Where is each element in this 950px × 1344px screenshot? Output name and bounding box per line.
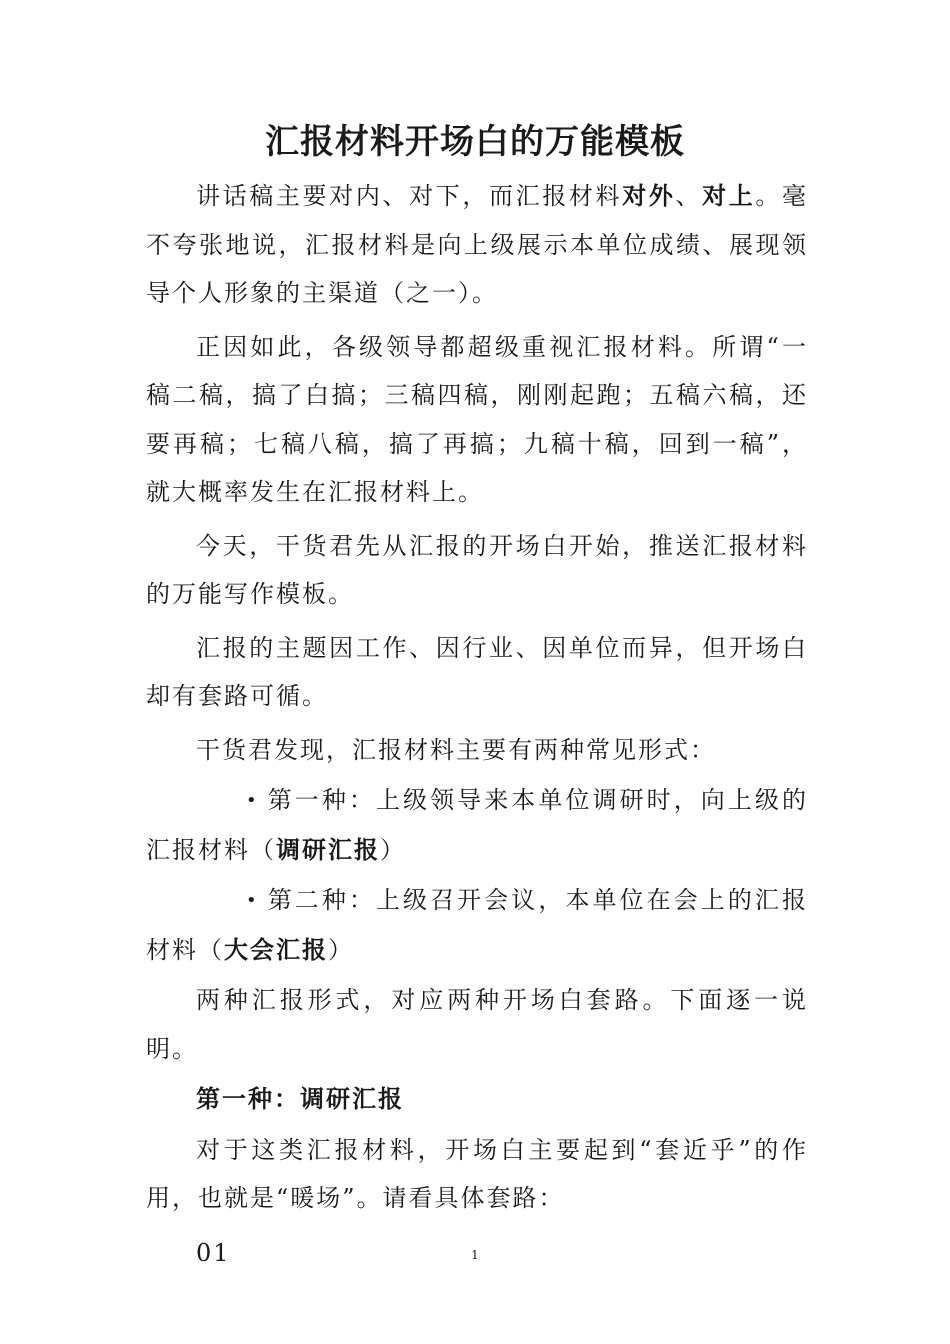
- paragraph-today: 今天，干货君先从汇报的开场白开始，推送汇报材料的万能写作模板。: [146, 531, 808, 608]
- text: 第二种：上级召开会议，本单位在会上的汇报材料（: [146, 886, 808, 964]
- page-number: 1: [471, 1248, 479, 1262]
- text: ）: [380, 835, 406, 864]
- bullet-icon: •: [246, 790, 257, 811]
- text: 第一种：上级领导来本单位调研时，向上级的汇报材料（: [146, 786, 808, 864]
- bullet-item-research: [146, 776, 808, 874]
- section-number: 01: [196, 1238, 231, 1267]
- paragraph-importance: 正因如此，各级领导都超级重视汇报材料。所谓“一稿二稿，搞了白搞；三稿四稿，刚刚起跑；五稿六稿，还要再稿；七稿八稿，搞了再搞；九稿十稿，回到一稿”，就大概率发生在汇报材料上。: [146, 332, 808, 506]
- paragraph-theme: 汇报的主题因工作、因行业、因单位而异，但开场白却有套路可循。: [146, 633, 808, 710]
- section-heading-research: 第一种：调研汇报: [196, 1084, 404, 1113]
- paragraph-warmup: 对于这类汇报材料，开场白主要起到“套近乎”的作用，也就是“暖场”。请看具体套路：: [146, 1135, 808, 1212]
- document-body: [146, 172, 808, 1277]
- bullet-item-meeting: [146, 876, 808, 974]
- text: 、: [675, 182, 703, 210]
- text: 讲话稿主要对内、对下，而汇报材料: [196, 182, 623, 210]
- bold-text-upward: 对上: [702, 181, 756, 210]
- paragraph-intro: [146, 172, 808, 318]
- bold-text-research-report: 调研汇报: [276, 834, 380, 864]
- bullet-icon: •: [246, 890, 257, 911]
- paragraph-forms-intro: 干货君发现，汇报材料主要有两种常见形式：: [196, 735, 716, 764]
- text: 。毫不夸张地说，汇报材料是向上级展示本单位成绩、展现领导个人形象的主渠道（之一）。: [146, 182, 809, 307]
- paragraph-two-routines: 两种汇报形式，对应两种开场白套路。下面逐一说明。: [146, 986, 808, 1063]
- bold-text-external: 对外: [622, 181, 676, 210]
- text: ）: [328, 935, 354, 964]
- bold-text-meeting-report: 大会汇报: [224, 934, 328, 964]
- document-title: 汇报材料开场白的万能模板: [265, 122, 685, 162]
